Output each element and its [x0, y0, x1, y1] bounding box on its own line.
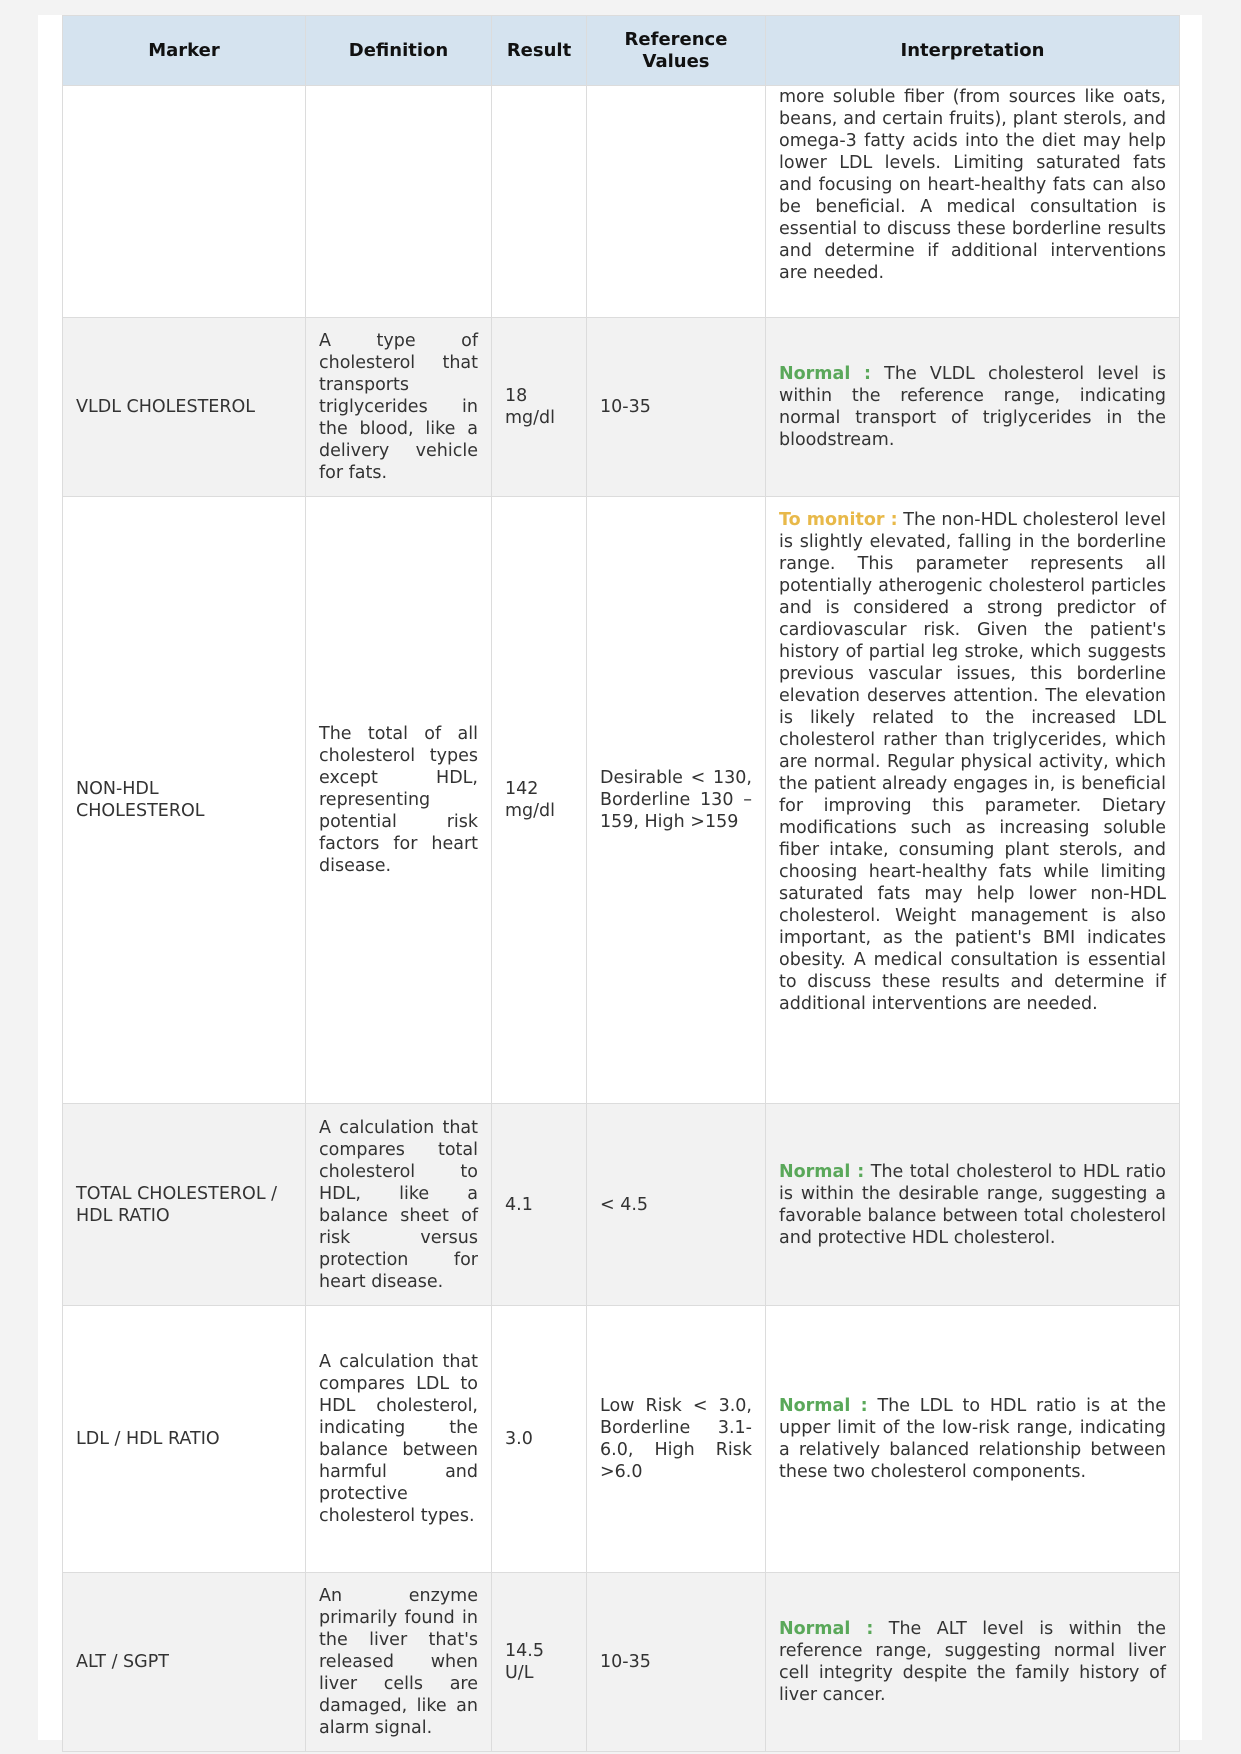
marker-cell: VLDL CHOLESTEROL: [63, 318, 306, 497]
header-marker: Marker: [63, 16, 306, 86]
interpretation-cell: [766, 318, 1180, 497]
definition-cell: An enzyme primarily found in the liver that's released when liver cells are damaged, like an alarm signal.: [306, 1573, 492, 1752]
table-header-row: [63, 16, 1180, 86]
result-cell: 14.5 U/L: [492, 1573, 587, 1752]
result-cell: 3.0: [492, 1306, 587, 1573]
table-row: [63, 86, 1180, 318]
result-cell: 18 mg/dl: [492, 318, 587, 497]
header-definition: Definition: [306, 16, 492, 86]
interpretation-text: The ALT level is within the reference range, suggesting normal liver cell integrity despite the family history of liver cancer.: [779, 1619, 1166, 1705]
reference-cell: 10-35: [587, 1573, 766, 1752]
reference-cell: 10-35: [587, 318, 766, 497]
marker-cell: LDL / HDL RATIO: [63, 1306, 306, 1573]
reference-cell: [587, 86, 766, 318]
definition-cell: The total of all cholesterol types except HDL, representing potential risk factors for heart disease.: [306, 497, 492, 1104]
definition-cell: A type of cholesterol that transports triglycerides in the blood, like a delivery vehicle for fats.: [306, 318, 492, 497]
reference-cell: Low Risk < 3.0, Borderline 3.1-6.0, High Risk >6.0: [587, 1306, 766, 1573]
result-cell: 4.1: [492, 1104, 587, 1306]
status-label: Normal :: [779, 1619, 874, 1639]
status-label: To monitor :: [779, 510, 898, 530]
definition-cell: [306, 86, 492, 318]
header-interpretation: Interpretation: [766, 16, 1180, 86]
table-row: [63, 1306, 1180, 1573]
marker-cell: NON-HDL CHOLESTEROL: [63, 497, 306, 1104]
interpretation-text: more soluble fiber (from sources like oats, beans, and certain fruits), plant sterols, and omega-3 fatty acids into the diet may help lower LDL levels. Limiting saturated fats and focusing on heart-healthy fats can also be beneficial. A medical consultation is essential to discuss these borderline results and determine if additional interventions are needed.: [779, 87, 1166, 283]
definition-cell: A calculation that compares LDL to HDL cholesterol, indicating the balance between harmful and protective cholesterol types.: [306, 1306, 492, 1573]
report-page: [38, 15, 1202, 1740]
interpretation-text: The LDL to HDL ratio is at the upper limit of the low-risk range, indicating a relatively balanced relationship between these two cholesterol components.: [779, 1396, 1166, 1482]
definition-cell: A calculation that compares total cholesterol to HDL, like a balance sheet of risk versus protection for heart disease.: [306, 1104, 492, 1306]
reference-cell: Desirable < 130, Borderline 130 – 159, High >159: [587, 497, 766, 1104]
lab-results-table: [62, 15, 1180, 1752]
interpretation-cell: [766, 1306, 1180, 1573]
marker-cell: TOTAL CHOLESTEROL / HDL RATIO: [63, 1104, 306, 1306]
status-label: Normal :: [779, 1396, 868, 1416]
interpretation-text: The non-HDL cholesterol level is slightly elevated, falling in the borderline range. This parameter represents all potentially atherogenic cholesterol particles and is considered a strong predictor of cardiovascular risk. Given the patient's history of partial leg stroke, which suggests previous vascular issues, this borderline elevation deserves attention. The elevation is likely related to the increased LDL cholesterol rather than triglycerides, which are normal. Regular physical activity, which the patient already engages in, is beneficial for improving this parameter. Dietary modifications such as increasing soluble fiber intake, consuming plant sterols, and choosing heart-healthy fats while limiting saturated fats may help lower non-HDL cholesterol. Weight management is also important, as the patient's BMI indicates obesity. A medical consultation is essential to discuss these results and determine if additional interventions are needed.: [779, 510, 1166, 1014]
table-row: [63, 497, 1180, 1104]
header-result: Result: [492, 16, 587, 86]
table-row: [63, 1104, 1180, 1306]
interpretation-text: The VLDL cholesterol level is within the reference range, indicating normal transport of triglycerides in the bloodstream.: [779, 364, 1166, 450]
interpretation-cell: [766, 1104, 1180, 1306]
marker-cell: [63, 86, 306, 318]
marker-cell: ALT / SGPT: [63, 1573, 306, 1752]
result-cell: 142 mg/dl: [492, 497, 587, 1104]
header-reference-values: Reference Values: [587, 16, 766, 86]
interpretation-cell: [766, 497, 1180, 1104]
table-row: [63, 1573, 1180, 1752]
interpretation-cell: [766, 86, 1180, 318]
table-row: [63, 318, 1180, 497]
interpretation-text: The total cholesterol to HDL ratio is within the desirable range, suggesting a favorable balance between total cholesterol and protective HDL cholesterol.: [779, 1161, 1166, 1248]
status-label: Normal :: [779, 1161, 865, 1182]
interpretation-cell: [766, 1573, 1180, 1752]
status-label: Normal :: [779, 364, 872, 384]
reference-cell: < 4.5: [587, 1104, 766, 1306]
result-cell: [492, 86, 587, 318]
